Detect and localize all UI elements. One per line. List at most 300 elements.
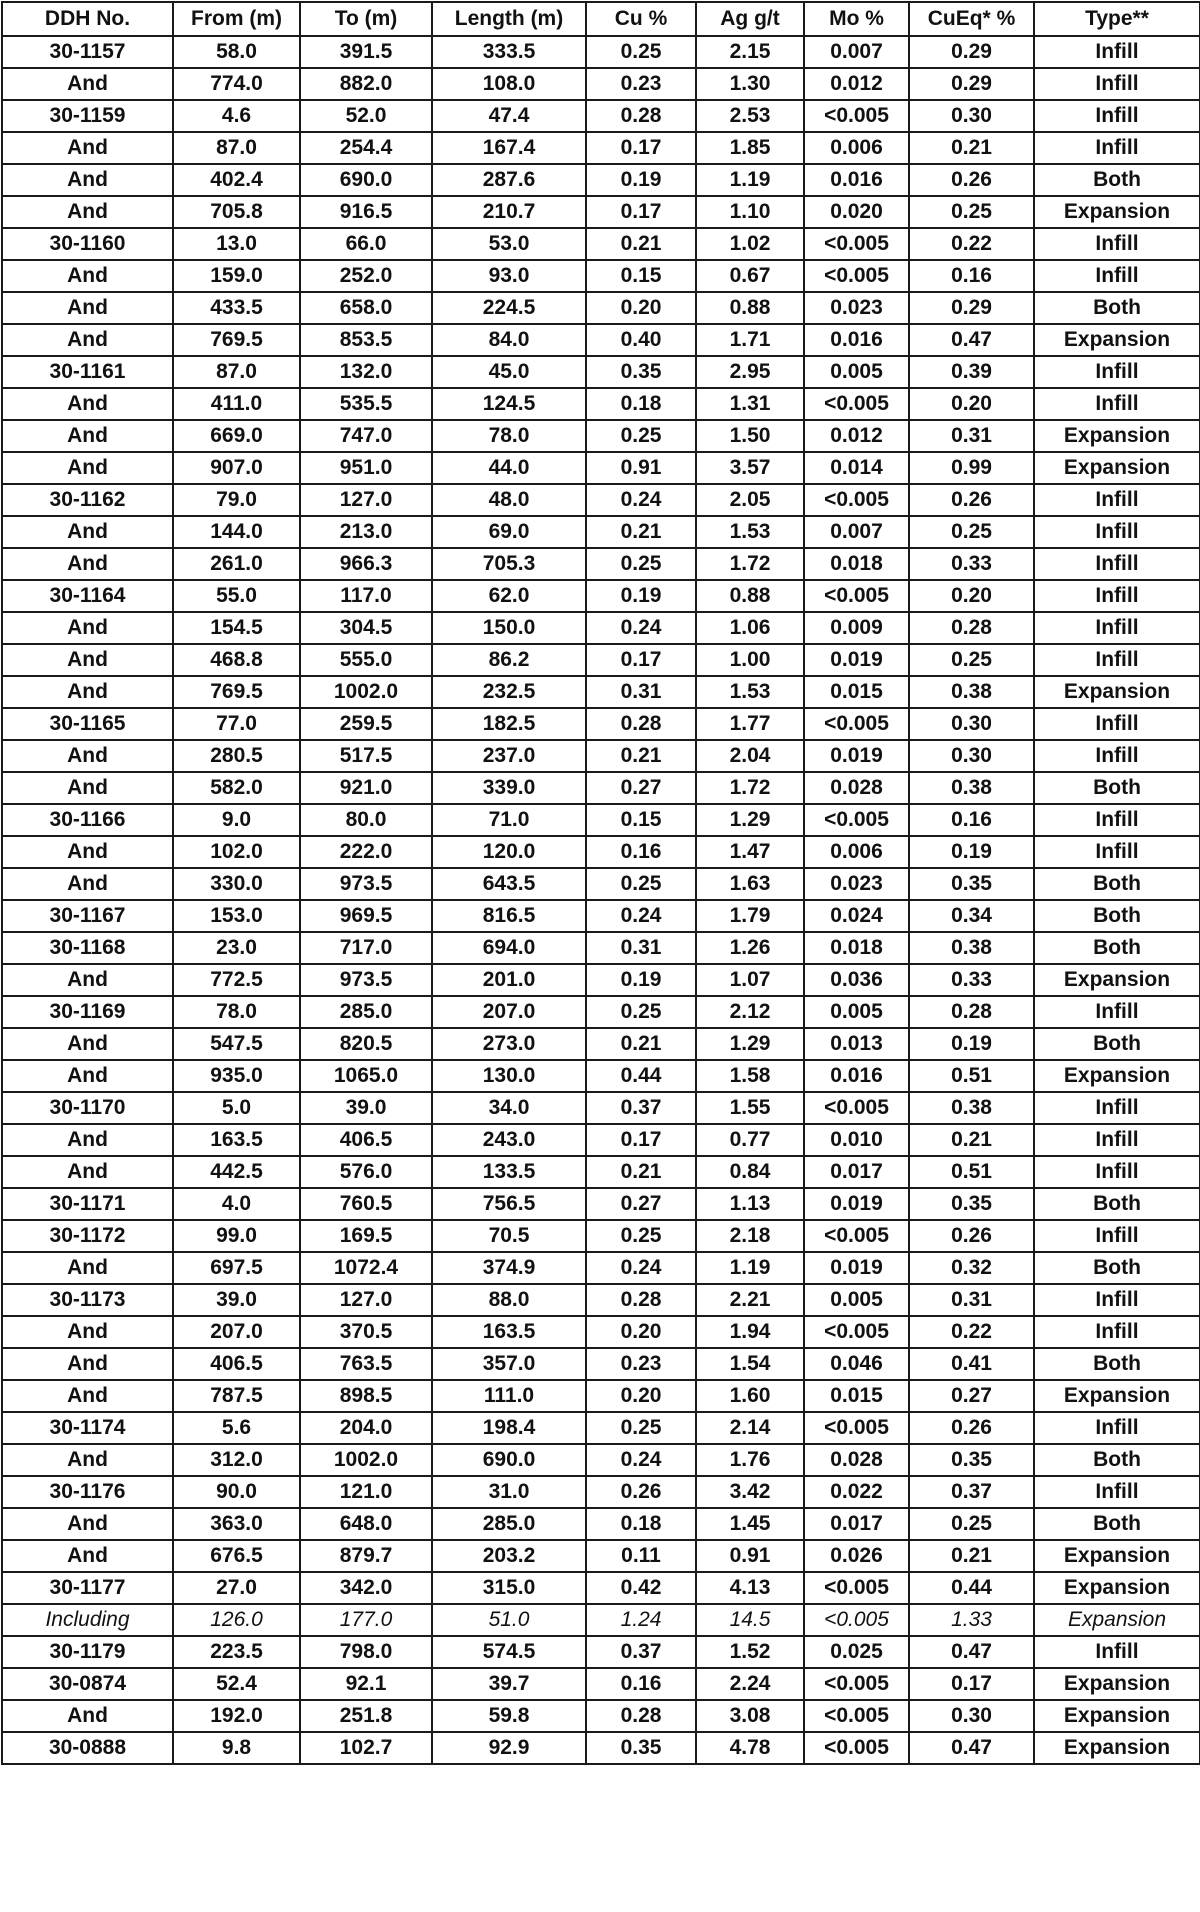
cell-type: Infill <box>1034 804 1200 836</box>
cell-length: 150.0 <box>432 612 586 644</box>
cell-cueq: 0.37 <box>909 1476 1034 1508</box>
cell-from: 163.5 <box>173 1124 300 1156</box>
cell-ddh-no: And <box>2 1124 173 1156</box>
cell-cu: 0.23 <box>586 68 696 100</box>
cell-ddh-no: 30-1177 <box>2 1572 173 1604</box>
cell-ag: 2.18 <box>696 1220 804 1252</box>
cell-to: 966.3 <box>300 548 432 580</box>
cell-cueq: 0.30 <box>909 100 1034 132</box>
cell-to: 820.5 <box>300 1028 432 1060</box>
cell-cueq: 0.30 <box>909 708 1034 740</box>
cell-cu: 0.15 <box>586 804 696 836</box>
cell-to: 951.0 <box>300 452 432 484</box>
cell-from: 697.5 <box>173 1252 300 1284</box>
cell-cu: 0.44 <box>586 1060 696 1092</box>
cell-ag: 4.13 <box>696 1572 804 1604</box>
table-row <box>2 964 1200 996</box>
table-row <box>2 772 1200 804</box>
cell-ag: 1.55 <box>696 1092 804 1124</box>
cell-mo: <0.005 <box>804 1668 909 1700</box>
cell-ag: 1.79 <box>696 900 804 932</box>
cell-ag: 1.30 <box>696 68 804 100</box>
cell-ag: 1.77 <box>696 708 804 740</box>
cell-cueq: 0.47 <box>909 324 1034 356</box>
cell-type: Infill <box>1034 388 1200 420</box>
cell-to: 285.0 <box>300 996 432 1028</box>
cell-from: 58.0 <box>173 36 300 68</box>
cell-ag: 2.04 <box>696 740 804 772</box>
cell-from: 312.0 <box>173 1444 300 1476</box>
table-row <box>2 1444 1200 1476</box>
table-row <box>2 68 1200 100</box>
cell-length: 333.5 <box>432 36 586 68</box>
cell-ddh-no: 30-1160 <box>2 228 173 260</box>
cell-mo: 0.005 <box>804 1284 909 1316</box>
cell-ag: 1.29 <box>696 804 804 836</box>
table-row <box>2 1476 1200 1508</box>
cell-mo: 0.016 <box>804 1060 909 1092</box>
cell-cu: 0.17 <box>586 644 696 676</box>
cell-type: Infill <box>1034 1124 1200 1156</box>
cell-length: 690.0 <box>432 1444 586 1476</box>
cell-ddh-no: 30-0888 <box>2 1732 173 1764</box>
table-row <box>2 1700 1200 1732</box>
cell-type: Infill <box>1034 68 1200 100</box>
cell-ag: 0.88 <box>696 292 804 324</box>
cell-cu: 0.25 <box>586 420 696 452</box>
cell-type: Expansion <box>1034 1060 1200 1092</box>
table-row <box>2 644 1200 676</box>
cell-cueq: 0.30 <box>909 740 1034 772</box>
cell-type: Expansion <box>1034 1668 1200 1700</box>
cell-length: 315.0 <box>432 1572 586 1604</box>
cell-to: 39.0 <box>300 1092 432 1124</box>
cell-length: 374.9 <box>432 1252 586 1284</box>
cell-mo: <0.005 <box>804 580 909 612</box>
cell-type: Infill <box>1034 612 1200 644</box>
cell-type: Expansion <box>1034 196 1200 228</box>
cell-mo: 0.019 <box>804 1252 909 1284</box>
cell-mo: 0.022 <box>804 1476 909 1508</box>
cell-length: 86.2 <box>432 644 586 676</box>
cell-mo: <0.005 <box>804 228 909 260</box>
cell-mo: 0.012 <box>804 68 909 100</box>
cell-cu: 0.37 <box>586 1092 696 1124</box>
cell-from: 207.0 <box>173 1316 300 1348</box>
header-ddh-no: DDH No. <box>2 2 173 36</box>
cell-type: Expansion <box>1034 1732 1200 1764</box>
cell-cu: 0.24 <box>586 612 696 644</box>
table-row <box>2 1284 1200 1316</box>
cell-mo: 0.018 <box>804 548 909 580</box>
cell-cu: 0.26 <box>586 1476 696 1508</box>
cell-ddh-no: And <box>2 1700 173 1732</box>
cell-length: 287.6 <box>432 164 586 196</box>
header-length: Length (m) <box>432 2 586 36</box>
cell-length: 62.0 <box>432 580 586 612</box>
cell-ddh-no: And <box>2 420 173 452</box>
cell-ddh-no: And <box>2 388 173 420</box>
cell-cueq: 0.20 <box>909 388 1034 420</box>
cell-mo: 0.012 <box>804 420 909 452</box>
cell-cu: 0.25 <box>586 868 696 900</box>
table-row <box>2 164 1200 196</box>
cell-cu: 0.18 <box>586 1508 696 1540</box>
cell-cueq: 0.44 <box>909 1572 1034 1604</box>
cell-to: 576.0 <box>300 1156 432 1188</box>
cell-to: 66.0 <box>300 228 432 260</box>
table-row <box>2 708 1200 740</box>
table-row <box>2 1604 1200 1636</box>
cell-type: Infill <box>1034 260 1200 292</box>
cell-length: 224.5 <box>432 292 586 324</box>
cell-ddh-no: 30-1166 <box>2 804 173 836</box>
cell-cu: 0.27 <box>586 772 696 804</box>
cell-length: 273.0 <box>432 1028 586 1060</box>
cell-type: Infill <box>1034 1156 1200 1188</box>
cell-cu: 0.19 <box>586 164 696 196</box>
cell-from: 769.5 <box>173 324 300 356</box>
cell-length: 130.0 <box>432 1060 586 1092</box>
cell-type: Both <box>1034 772 1200 804</box>
cell-cueq: 0.26 <box>909 1412 1034 1444</box>
table-row <box>2 548 1200 580</box>
cell-mo: 0.014 <box>804 452 909 484</box>
cell-type: Expansion <box>1034 452 1200 484</box>
cell-mo: <0.005 <box>804 1572 909 1604</box>
table-row <box>2 740 1200 772</box>
cell-length: 232.5 <box>432 676 586 708</box>
cell-mo: 0.007 <box>804 516 909 548</box>
cell-ag: 1.60 <box>696 1380 804 1412</box>
cell-mo: <0.005 <box>804 1604 909 1636</box>
cell-ag: 4.78 <box>696 1732 804 1764</box>
cell-ddh-no: And <box>2 68 173 100</box>
cell-type: Infill <box>1034 836 1200 868</box>
cell-ddh-no: And <box>2 196 173 228</box>
cell-ddh-no: And <box>2 292 173 324</box>
cell-cueq: 0.39 <box>909 356 1034 388</box>
cell-mo: 0.019 <box>804 1188 909 1220</box>
table-row <box>2 260 1200 292</box>
cell-ag: 0.77 <box>696 1124 804 1156</box>
cell-cu: 0.37 <box>586 1636 696 1668</box>
table-row <box>2 516 1200 548</box>
cell-type: Infill <box>1034 1476 1200 1508</box>
cell-length: 198.4 <box>432 1412 586 1444</box>
cell-length: 39.7 <box>432 1668 586 1700</box>
cell-length: 167.4 <box>432 132 586 164</box>
cell-from: 154.5 <box>173 612 300 644</box>
cell-length: 53.0 <box>432 228 586 260</box>
cell-type: Both <box>1034 1348 1200 1380</box>
cell-to: 879.7 <box>300 1540 432 1572</box>
cell-cueq: 0.34 <box>909 900 1034 932</box>
cell-to: 798.0 <box>300 1636 432 1668</box>
cell-from: 52.4 <box>173 1668 300 1700</box>
cell-ddh-no: 30-1172 <box>2 1220 173 1252</box>
cell-ddh-no: 30-1161 <box>2 356 173 388</box>
cell-mo: 0.024 <box>804 900 909 932</box>
cell-to: 648.0 <box>300 1508 432 1540</box>
cell-ddh-no: And <box>2 1156 173 1188</box>
cell-ag: 0.67 <box>696 260 804 292</box>
cell-cu: 0.35 <box>586 356 696 388</box>
cell-to: 92.1 <box>300 1668 432 1700</box>
table-row <box>2 1220 1200 1252</box>
cell-cu: 0.40 <box>586 324 696 356</box>
cell-to: 177.0 <box>300 1604 432 1636</box>
cell-mo: <0.005 <box>804 1220 909 1252</box>
cell-length: 285.0 <box>432 1508 586 1540</box>
cell-mo: 0.016 <box>804 324 909 356</box>
table-row <box>2 324 1200 356</box>
cell-cu: 0.25 <box>586 548 696 580</box>
cell-to: 898.5 <box>300 1380 432 1412</box>
cell-cu: 0.35 <box>586 1732 696 1764</box>
cell-cu: 0.17 <box>586 196 696 228</box>
cell-ddh-no: And <box>2 548 173 580</box>
table-row <box>2 388 1200 420</box>
cell-ddh-no: Including <box>2 1604 173 1636</box>
cell-from: 669.0 <box>173 420 300 452</box>
cell-ag: 1.10 <box>696 196 804 228</box>
cell-to: 1002.0 <box>300 676 432 708</box>
cell-to: 204.0 <box>300 1412 432 1444</box>
table-row <box>2 1188 1200 1220</box>
cell-length: 93.0 <box>432 260 586 292</box>
cell-cueq: 0.51 <box>909 1156 1034 1188</box>
cell-length: 124.5 <box>432 388 586 420</box>
cell-from: 547.5 <box>173 1028 300 1060</box>
cell-type: Infill <box>1034 356 1200 388</box>
cell-from: 87.0 <box>173 356 300 388</box>
cell-from: 192.0 <box>173 1700 300 1732</box>
cell-mo: 0.026 <box>804 1540 909 1572</box>
cell-to: 517.5 <box>300 740 432 772</box>
cell-to: 132.0 <box>300 356 432 388</box>
cell-mo: 0.015 <box>804 1380 909 1412</box>
cell-cueq: 0.29 <box>909 36 1034 68</box>
header-to: To (m) <box>300 2 432 36</box>
drill-results-table <box>1 1 1200 1765</box>
cell-ddh-no: And <box>2 1028 173 1060</box>
table-row <box>2 1636 1200 1668</box>
cell-ag: 1.00 <box>696 644 804 676</box>
cell-length: 133.5 <box>432 1156 586 1188</box>
cell-to: 222.0 <box>300 836 432 868</box>
cell-from: 4.0 <box>173 1188 300 1220</box>
cell-length: 705.3 <box>432 548 586 580</box>
cell-cu: 0.16 <box>586 1668 696 1700</box>
cell-ag: 1.76 <box>696 1444 804 1476</box>
cell-ag: 1.94 <box>696 1316 804 1348</box>
cell-to: 1002.0 <box>300 1444 432 1476</box>
table-row <box>2 1060 1200 1092</box>
cell-from: 769.5 <box>173 676 300 708</box>
cell-from: 23.0 <box>173 932 300 964</box>
cell-mo: <0.005 <box>804 1316 909 1348</box>
cell-cu: 0.18 <box>586 388 696 420</box>
cell-ag: 1.29 <box>696 1028 804 1060</box>
cell-cueq: 0.29 <box>909 292 1034 324</box>
cell-cueq: 0.99 <box>909 452 1034 484</box>
cell-type: Infill <box>1034 132 1200 164</box>
cell-mo: 0.028 <box>804 772 909 804</box>
cell-from: 774.0 <box>173 68 300 100</box>
table-row <box>2 292 1200 324</box>
cell-cu: 0.19 <box>586 580 696 612</box>
cell-cueq: 0.32 <box>909 1252 1034 1284</box>
cell-cueq: 0.33 <box>909 964 1034 996</box>
cell-cu: 0.28 <box>586 100 696 132</box>
cell-cueq: 0.31 <box>909 1284 1034 1316</box>
cell-from: 126.0 <box>173 1604 300 1636</box>
cell-cu: 0.19 <box>586 964 696 996</box>
cell-cu: 0.31 <box>586 932 696 964</box>
cell-from: 907.0 <box>173 452 300 484</box>
cell-from: 99.0 <box>173 1220 300 1252</box>
cell-from: 442.5 <box>173 1156 300 1188</box>
cell-cu: 0.28 <box>586 1284 696 1316</box>
cell-ag: 2.12 <box>696 996 804 1028</box>
cell-ddh-no: 30-1159 <box>2 100 173 132</box>
cell-to: 342.0 <box>300 1572 432 1604</box>
cell-cueq: 0.26 <box>909 164 1034 196</box>
cell-ddh-no: And <box>2 1444 173 1476</box>
table-row <box>2 1412 1200 1444</box>
cell-cueq: 0.19 <box>909 1028 1034 1060</box>
cell-cu: 0.20 <box>586 1380 696 1412</box>
cell-length: 243.0 <box>432 1124 586 1156</box>
cell-ag: 1.53 <box>696 676 804 708</box>
cell-from: 5.0 <box>173 1092 300 1124</box>
cell-ag: 0.84 <box>696 1156 804 1188</box>
cell-to: 690.0 <box>300 164 432 196</box>
cell-cu: 0.23 <box>586 1348 696 1380</box>
cell-length: 47.4 <box>432 100 586 132</box>
cell-length: 339.0 <box>432 772 586 804</box>
cell-to: 259.5 <box>300 708 432 740</box>
header-row <box>2 2 1200 36</box>
cell-type: Infill <box>1034 228 1200 260</box>
cell-ddh-no: 30-1165 <box>2 708 173 740</box>
cell-cu: 0.21 <box>586 740 696 772</box>
cell-cu: 0.24 <box>586 900 696 932</box>
cell-ag: 1.02 <box>696 228 804 260</box>
cell-to: 121.0 <box>300 1476 432 1508</box>
cell-ag: 2.24 <box>696 1668 804 1700</box>
cell-mo: <0.005 <box>804 1700 909 1732</box>
cell-from: 4.6 <box>173 100 300 132</box>
cell-mo: 0.007 <box>804 36 909 68</box>
cell-ag: 14.5 <box>696 1604 804 1636</box>
cell-cu: 0.42 <box>586 1572 696 1604</box>
cell-type: Infill <box>1034 580 1200 612</box>
cell-type: Both <box>1034 1028 1200 1060</box>
cell-to: 747.0 <box>300 420 432 452</box>
cell-ddh-no: And <box>2 516 173 548</box>
cell-type: Infill <box>1034 996 1200 1028</box>
cell-from: 13.0 <box>173 228 300 260</box>
cell-cueq: 0.26 <box>909 484 1034 516</box>
cell-ddh-no: And <box>2 868 173 900</box>
cell-from: 39.0 <box>173 1284 300 1316</box>
cell-ag: 1.19 <box>696 164 804 196</box>
cell-to: 717.0 <box>300 932 432 964</box>
cell-to: 535.5 <box>300 388 432 420</box>
cell-cueq: 0.47 <box>909 1732 1034 1764</box>
cell-ag: 1.19 <box>696 1252 804 1284</box>
cell-mo: 0.005 <box>804 996 909 1028</box>
cell-to: 254.4 <box>300 132 432 164</box>
table-body <box>2 36 1200 1764</box>
header-cueq: CuEq* % <box>909 2 1034 36</box>
cell-from: 9.8 <box>173 1732 300 1764</box>
cell-mo: 0.028 <box>804 1444 909 1476</box>
cell-cueq: 0.16 <box>909 260 1034 292</box>
cell-type: Infill <box>1034 516 1200 548</box>
cell-from: 90.0 <box>173 1476 300 1508</box>
cell-ddh-no: 30-1167 <box>2 900 173 932</box>
table-row <box>2 356 1200 388</box>
cell-type: Infill <box>1034 1284 1200 1316</box>
cell-ag: 1.31 <box>696 388 804 420</box>
cell-ag: 3.08 <box>696 1700 804 1732</box>
cell-mo: 0.016 <box>804 164 909 196</box>
cell-to: 1065.0 <box>300 1060 432 1092</box>
cell-ddh-no: And <box>2 964 173 996</box>
cell-type: Infill <box>1034 740 1200 772</box>
cell-cueq: 0.25 <box>909 516 1034 548</box>
table-row <box>2 196 1200 228</box>
cell-type: Expansion <box>1034 1700 1200 1732</box>
cell-length: 207.0 <box>432 996 586 1028</box>
cell-length: 59.8 <box>432 1700 586 1732</box>
cell-length: 71.0 <box>432 804 586 836</box>
cell-type: Infill <box>1034 1092 1200 1124</box>
cell-cu: 0.24 <box>586 484 696 516</box>
cell-from: 772.5 <box>173 964 300 996</box>
table-row <box>2 900 1200 932</box>
cell-ddh-no: And <box>2 836 173 868</box>
cell-ddh-no: And <box>2 1380 173 1412</box>
cell-mo: <0.005 <box>804 388 909 420</box>
header-cu: Cu % <box>586 2 696 36</box>
cell-from: 468.8 <box>173 644 300 676</box>
cell-ddh-no: 30-1157 <box>2 36 173 68</box>
cell-to: 304.5 <box>300 612 432 644</box>
table-row <box>2 612 1200 644</box>
cell-cu: 1.24 <box>586 1604 696 1636</box>
cell-type: Expansion <box>1034 676 1200 708</box>
cell-ag: 1.13 <box>696 1188 804 1220</box>
cell-type: Expansion <box>1034 1604 1200 1636</box>
cell-mo: <0.005 <box>804 484 909 516</box>
cell-cu: 0.21 <box>586 1156 696 1188</box>
table-row <box>2 1092 1200 1124</box>
cell-cu: 0.25 <box>586 36 696 68</box>
cell-cu: 0.27 <box>586 1188 696 1220</box>
cell-length: 44.0 <box>432 452 586 484</box>
cell-ag: 2.15 <box>696 36 804 68</box>
cell-mo: 0.018 <box>804 932 909 964</box>
cell-from: 330.0 <box>173 868 300 900</box>
cell-from: 77.0 <box>173 708 300 740</box>
cell-from: 102.0 <box>173 836 300 868</box>
cell-cueq: 0.21 <box>909 1540 1034 1572</box>
cell-from: 261.0 <box>173 548 300 580</box>
